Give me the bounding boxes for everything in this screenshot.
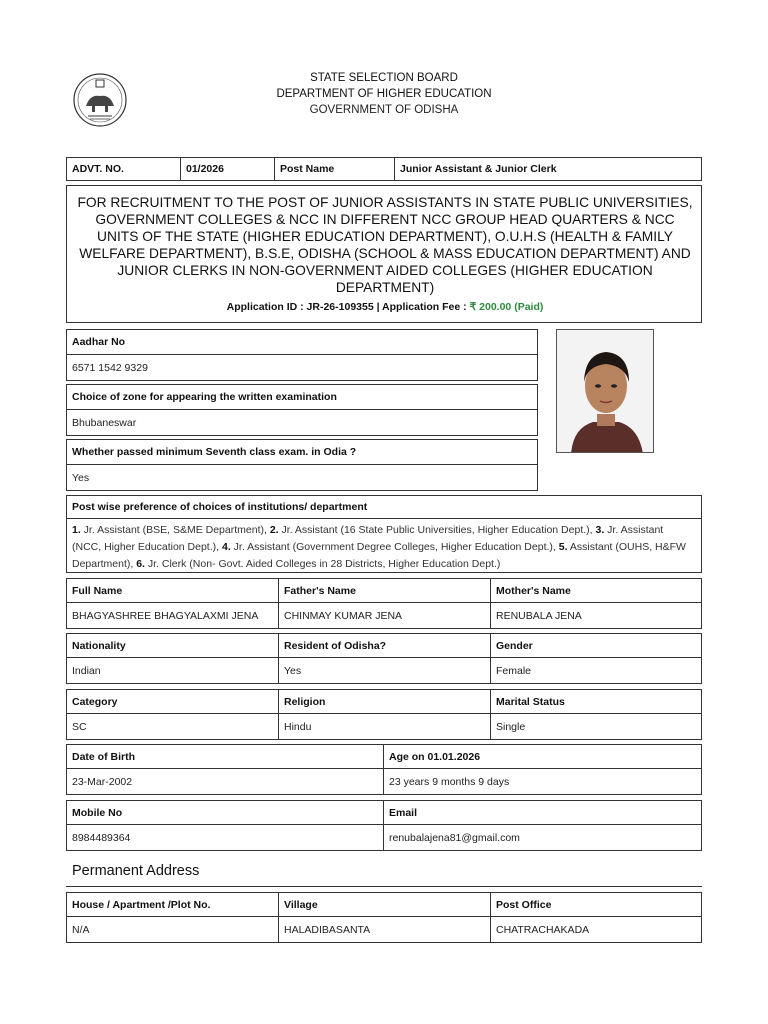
house-value: N/A bbox=[72, 923, 90, 936]
mother-name-label: Mother's Name bbox=[496, 584, 571, 597]
advt-row bbox=[66, 157, 702, 181]
permanent-address-title: Permanent Address bbox=[72, 863, 200, 879]
pref-num-5: 5. bbox=[558, 541, 568, 553]
dob-row bbox=[66, 744, 702, 795]
gender-label: Gender bbox=[496, 639, 533, 652]
category-value: SC bbox=[72, 720, 87, 733]
applicant-photo bbox=[556, 329, 654, 453]
post-name-value: Junior Assistant & Junior Clerk bbox=[400, 163, 557, 175]
aadhar-value: 6571 1542 9329 bbox=[72, 361, 148, 374]
pref-item-2: Jr. Assistant (16 State Public Universities, Higher Education Dept.), bbox=[278, 524, 596, 536]
nationality-row bbox=[66, 633, 702, 684]
mobile-value: 8984489364 bbox=[72, 831, 131, 844]
pref-item-4: Jr. Assistant (Government Degree Colleges, Higher Education Dept.), bbox=[230, 541, 559, 553]
application-fee: ₹ 200.00 (Paid) bbox=[469, 301, 544, 313]
pref-num-6: 6. bbox=[136, 558, 145, 570]
dob-value: 23-Mar-2002 bbox=[72, 775, 133, 788]
odia-value: Yes bbox=[72, 471, 90, 484]
mobile-label: Mobile No bbox=[72, 806, 123, 819]
preference-label: Post wise preference of choices of institutions/ department bbox=[72, 501, 368, 513]
recruitment-title: FOR RECRUITMENT TO THE POST OF JUNIOR ASSISTANTS IN STATE PUBLIC UNIVERSITIES, GOVERNMENT COLLEGES & NCC IN DIFFERENT NCC GROUP HEAD QUARTERS & NCC UNITS OF THE STATE (HIGHER EDUCATION DEPARTMENT), O.U.H.S (HEALTH & FAMILY WELFARE DEPARTMENT), B.S.E, ODISHA (SCHOOL & MASS EDUCATION DEPARTMENT) AND JUNIOR CLERKS IN NON-GOVERNMENT AIDED COLLEGES (HIGHER EDUCATION DEPARTMENT) bbox=[77, 195, 693, 295]
advt-no-value: 01/2026 bbox=[186, 163, 224, 175]
email-label: Email bbox=[389, 806, 418, 819]
zone-value: Bhubaneswar bbox=[72, 416, 137, 429]
zone-box bbox=[66, 384, 538, 436]
pref-item-3: Jr. Assistant (NCC, Higher Education Dept.), bbox=[72, 524, 664, 553]
aadhar-label: Aadhar No bbox=[72, 336, 126, 348]
pref-item-5: Assistant (OUHS, H&FW Department), bbox=[72, 541, 686, 570]
resident-value: Yes bbox=[284, 664, 302, 677]
board-name: STATE SELECTION BOARD bbox=[310, 72, 458, 84]
marital-status-value: Single bbox=[496, 720, 526, 733]
department-name: DEPARTMENT OF HIGHER EDUCATION bbox=[276, 88, 492, 100]
category-row bbox=[66, 689, 702, 740]
dob-label: Date of Birth bbox=[72, 750, 135, 763]
zone-label: Choice of zone for appearing the written examination bbox=[72, 391, 337, 403]
full-name-value: BHAGYASHREE BHAGYALAXMI JENA bbox=[72, 609, 259, 622]
pref-item-1: Jr. Assistant (BSE, S&ME Department), bbox=[80, 524, 270, 536]
age-label: Age on 01.01.2026 bbox=[389, 750, 481, 763]
full-name-label: Full Name bbox=[72, 584, 123, 597]
application-id-line bbox=[67, 301, 703, 313]
post-name-label: Post Name bbox=[280, 163, 335, 175]
marital-status-label: Marital Status bbox=[496, 695, 565, 708]
father-name-label: Father's Name bbox=[284, 584, 356, 597]
government-name: GOVERNMENT OF ODISHA bbox=[309, 104, 459, 116]
gender-value: Female bbox=[496, 664, 532, 677]
email-value: renubalajena81@gmail.com bbox=[389, 831, 520, 844]
odia-box bbox=[66, 439, 538, 491]
pref-num-3: 3. bbox=[595, 524, 605, 536]
pref-num-1: 1. bbox=[72, 524, 81, 536]
contact-row bbox=[66, 800, 702, 851]
post-office-label: Post Office bbox=[496, 898, 552, 911]
mother-name-value: RENUBALA JENA bbox=[496, 609, 582, 622]
resident-label: Resident of Odisha? bbox=[284, 639, 387, 652]
page-header bbox=[0, 70, 768, 118]
pref-item-6: Jr. Clerk (Non- Govt. Aided Colleges in 28 Districts, Higher Education Dept.) bbox=[144, 558, 501, 570]
section-divider bbox=[66, 886, 702, 887]
address-row bbox=[66, 892, 702, 943]
recruitment-block bbox=[66, 185, 702, 323]
category-label: Category bbox=[72, 695, 118, 708]
religion-value: Hindu bbox=[284, 720, 312, 733]
village-label: Village bbox=[284, 898, 318, 911]
preference-list bbox=[72, 522, 694, 573]
pref-num-4: 4. bbox=[221, 541, 231, 553]
pref-num-2: 2. bbox=[269, 524, 279, 536]
nationality-value: Indian bbox=[72, 664, 101, 677]
preference-box bbox=[66, 495, 702, 573]
village-value: HALADIBASANTA bbox=[284, 923, 371, 936]
application-id-text: Application ID : JR-26-109355 | Application Fee : bbox=[226, 301, 470, 313]
father-name-value: CHINMAY KUMAR JENA bbox=[284, 609, 403, 622]
age-value: 23 years 9 months 9 days bbox=[389, 775, 510, 788]
names-row bbox=[66, 578, 702, 629]
religion-label: Religion bbox=[284, 695, 326, 708]
post-office-value: CHATRACHAKADA bbox=[496, 923, 590, 936]
nationality-label: Nationality bbox=[72, 639, 126, 652]
odia-label: Whether passed minimum Seventh class exam. in Odia ? bbox=[72, 446, 357, 458]
house-label: House / Apartment /Plot No. bbox=[72, 898, 211, 911]
aadhar-box bbox=[66, 329, 538, 381]
advt-no-label: ADVT. NO. bbox=[72, 163, 124, 175]
